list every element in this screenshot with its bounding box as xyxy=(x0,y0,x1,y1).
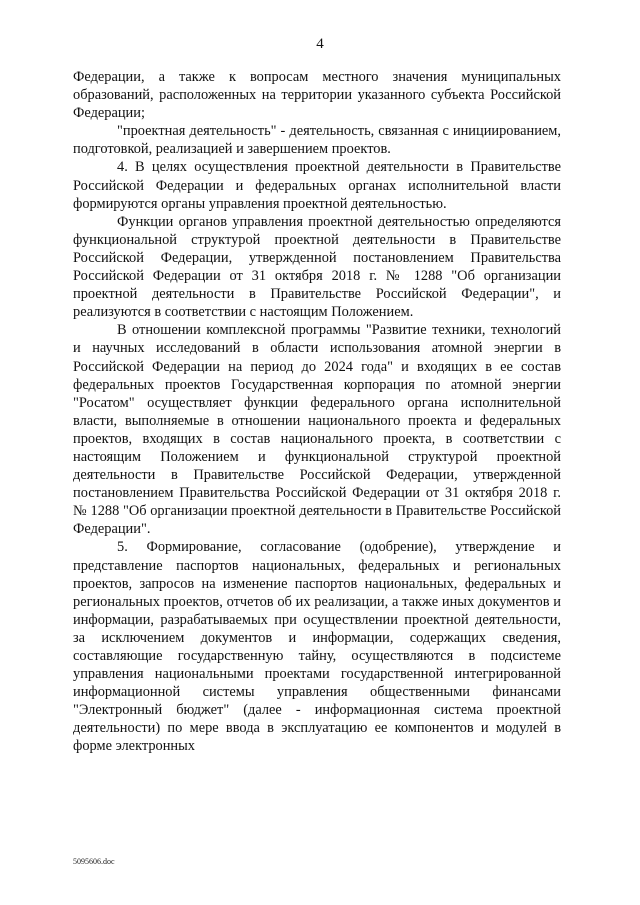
page-number: 4 xyxy=(316,36,324,52)
paragraph-definition: "проектная деятельность" - деятельность, связанная с инициированием, подготовкой, реализацией и завершением проектов. xyxy=(73,123,561,158)
paragraph-clause-4: 4. В целях осуществления проектной деятельности в Правительстве Российской Федерации и федеральных органах исполнительной власти формируются органы управления проектной деятельностью. xyxy=(73,159,561,212)
paragraph-rosatom: В отношении комплексной программы "Развитие техники, технологий и научных исследований в области использования атомной энергии в Российской Федерации на период до 2024 года" и входящих в ее состав федеральных проектов Государственная корпорация по атомной энергии "Росатом" осуществляет функции федерального органа исполнительной власти, выполняемые в отношении национального проекта и федеральных проектов, входящих в состав национального проекта, в соответствии с настоящим Положением и функциональной структурой проектной деятельности в Правительстве Российской Федерации, утвержденной постановлением Правительства Российской Федерации от 31 октября 2018 г. № 1288 "Об организации проектной деятельности в Правительстве Российской Федерации". xyxy=(73,322,561,538)
footer-file-name: 5095606.doc xyxy=(73,857,115,866)
paragraph-clause-5: 5. Формирование, согласование (одобрение), утверждение и представление паспортов национальных, федеральных и региональных проектов, запросов на изменение паспортов национальных, федеральных и региональных проектов, отчетов об их реализации, а также иных документов и информации, разрабатываемых при осуществлении проектной деятельности, за исключением документов и информации, содержащих сведения, составляющие государственную тайну, осуществляются в подсистеме управления национальными проектами государственной интегрированной информационной системы управления общественными финансами "Электронный бюджет" (далее - информационная система проектной деятельности) по мере ввода в эксплуатацию ее компонентов и модулей в форме электронных xyxy=(73,539,561,755)
paragraph-functions: Функции органов управления проектной деятельностью определяются функциональной структурой проектной деятельности в Правительстве Российской Федерации, утвержденной постановлением Правительства Российской Федерации от 31 октября 2018 г. № 1288 "Об организации проектной деятельности в Правительстве Российской Федерации", и реализуются в соответствии с настоящим Положением. xyxy=(73,213,561,321)
paragraph-continuation: Федерации, а также к вопросам местного значения муниципальных образований, расположенных на территории указанного субъекта Российской Федерации; xyxy=(73,69,561,122)
document-body xyxy=(73,68,561,756)
